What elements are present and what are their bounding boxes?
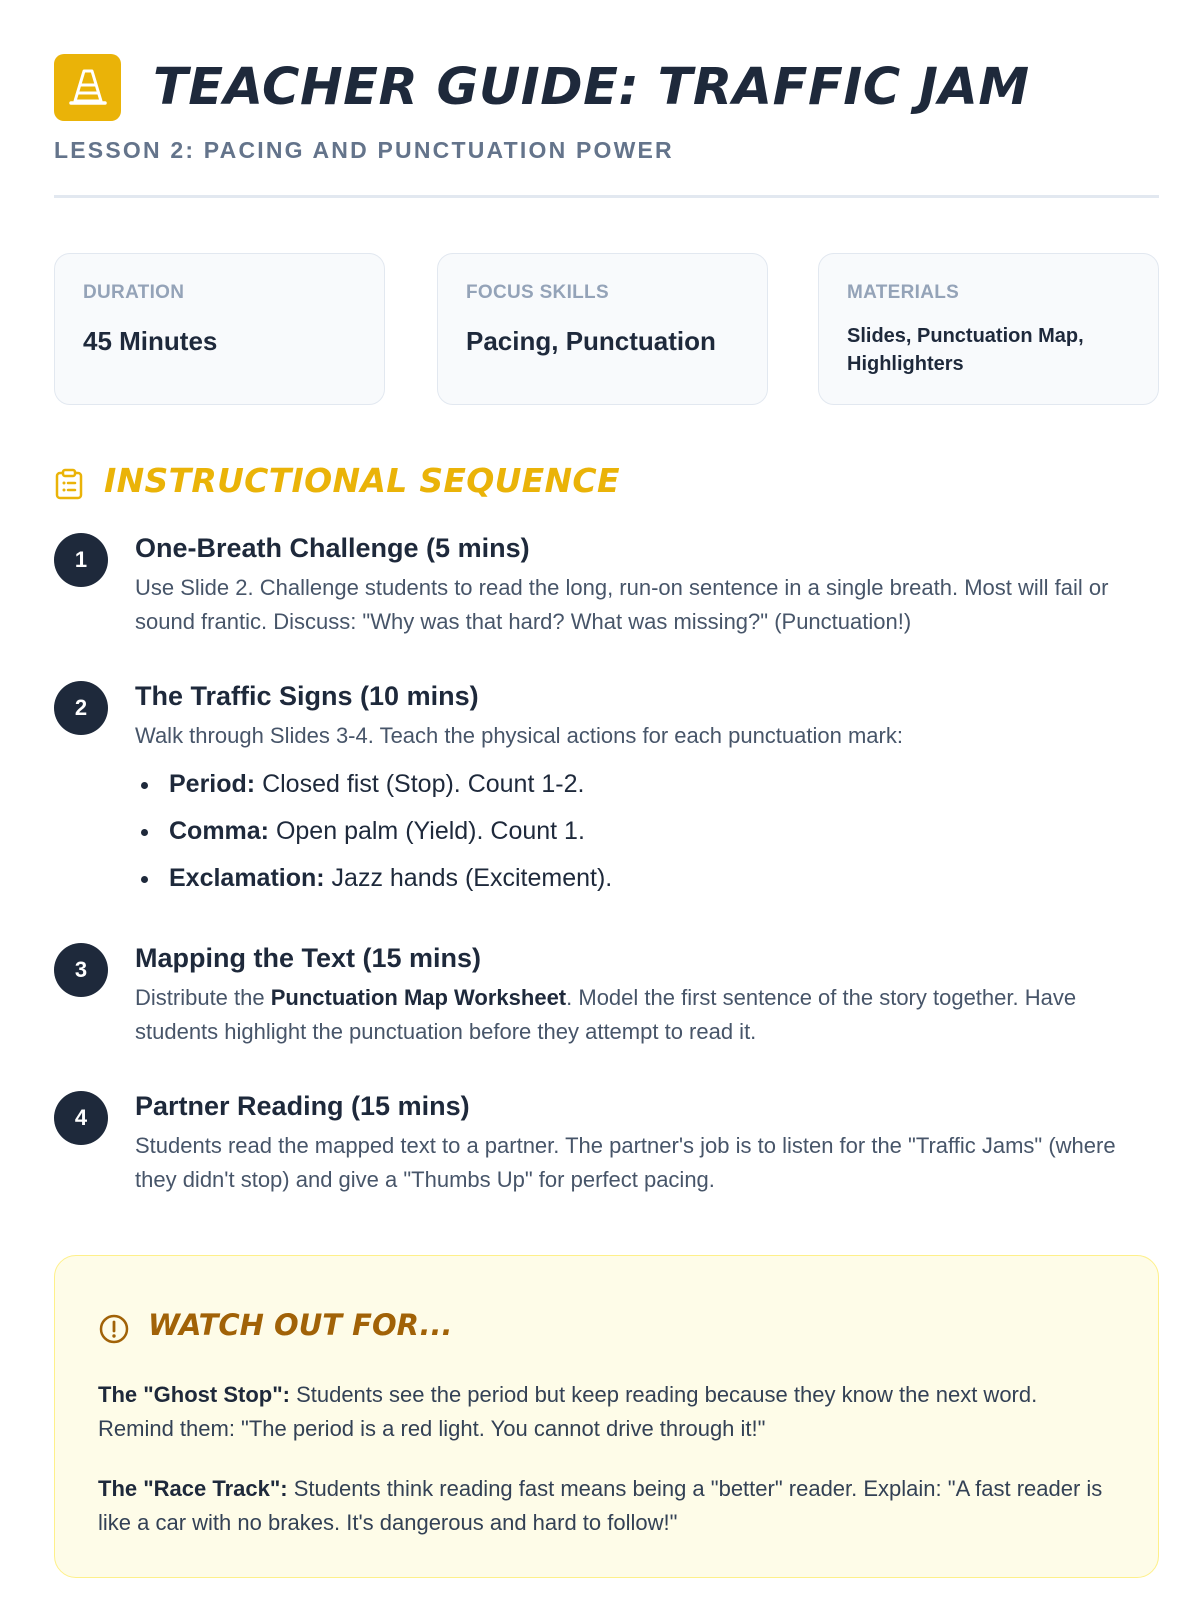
desc-text: . Model the first sentence of the story together. Have students highlight the punctuation before they attempt to read it.: [135, 985, 1077, 1044]
bullet-text: Open palm (Yield). Count 1.: [269, 817, 585, 845]
step-description: [135, 981, 1145, 1049]
lesson-subtitle: LESSON 2: PACING AND PUNCTUATION POWER: [54, 137, 674, 163]
duration-card: [54, 253, 385, 405]
step-3: [54, 943, 1159, 1053]
list-item: [135, 767, 1135, 814]
watch-out-box: [54, 1255, 1159, 1578]
materials-card: [818, 253, 1159, 405]
bullet-term: Exclamation:: [169, 864, 325, 892]
traffic-cone-icon: [68, 67, 108, 109]
bullet-term: Period:: [169, 770, 256, 798]
step-title: Mapping the Text (15 mins): [135, 943, 482, 973]
note-term: The "Ghost Stop":: [98, 1382, 290, 1407]
worksheet-name: Punctuation Map Worksheet: [270, 985, 567, 1010]
step-description: Walk through Slides 3-4. Teach the physical actions for each punctuation mark:: [135, 723, 903, 748]
section-title: INSTRUCTIONAL SEQUENCE: [104, 461, 620, 500]
step-title: One-Breath Challenge (5 mins): [135, 533, 530, 563]
step-title: The Traffic Signs (10 mins): [135, 681, 479, 711]
note-text: Students think reading fast means being a "better" reader. Explain: "A fast reader is like a car with no brakes. It's dangerous and hard to follow!": [98, 1476, 1103, 1535]
punctuation-actions-list: [135, 767, 1135, 908]
list-item: [135, 861, 1135, 908]
step-number: 3: [54, 943, 108, 997]
card-label: DURATION: [83, 282, 185, 303]
header: [54, 54, 1159, 122]
ghost-stop-note: [98, 1378, 1108, 1446]
bullet-term: Comma:: [169, 817, 270, 845]
card-value: Pacing, Punctuation: [466, 326, 716, 356]
step-description: Students read the mapped text to a partner. The partner's job is to listen for the "Traffic Jams" (where they didn't stop) and give a "Thumbs Up" for perfect pacing.: [135, 1133, 1116, 1192]
card-label: MATERIALS: [847, 282, 960, 303]
card-label: FOCUS SKILLS: [466, 282, 609, 303]
step-2: [54, 681, 1159, 911]
card-value: Slides, Punctuation Map, Highlighters: [847, 325, 1084, 375]
race-track-note: [98, 1472, 1108, 1540]
note-term: The "Race Track":: [98, 1476, 288, 1501]
alert-circle-icon: [98, 1313, 130, 1345]
desc-text: Distribute the: [135, 985, 271, 1010]
bullet-text: Closed fist (Stop). Count 1-2.: [255, 770, 585, 798]
list-item: [135, 814, 1135, 861]
step-number: 2: [54, 681, 108, 735]
watch-out-title: WATCH OUT FOR...: [148, 1308, 453, 1342]
step-description: Use Slide 2. Challenge students to read the long, run-on sentence in a single breath. Most will fail or sound frantic. Discuss: "Why was that hard? What was missing?" (Punctuation!): [135, 575, 1109, 634]
step-1: [54, 533, 1159, 643]
card-value: 45 Minutes: [83, 326, 218, 356]
step-title: Partner Reading (15 mins): [135, 1091, 470, 1121]
logo: [54, 54, 121, 121]
step-number: 4: [54, 1091, 108, 1145]
page-title: TEACHER GUIDE: TRAFFIC JAM: [153, 58, 1030, 117]
note-text: Students see the period but keep reading because they know the next word. Remind them: "The period is a red light. You cannot drive through it!": [98, 1382, 1038, 1441]
step-4: [54, 1091, 1159, 1201]
teacher-guide-page: [54, 0, 1159, 1600]
header-divider: [54, 195, 1159, 198]
clipboard-list-icon: [54, 468, 84, 500]
bullet-text: Jazz hands (Excitement).: [324, 864, 613, 892]
step-number: 1: [54, 533, 108, 587]
focus-skills-card: [437, 253, 768, 405]
